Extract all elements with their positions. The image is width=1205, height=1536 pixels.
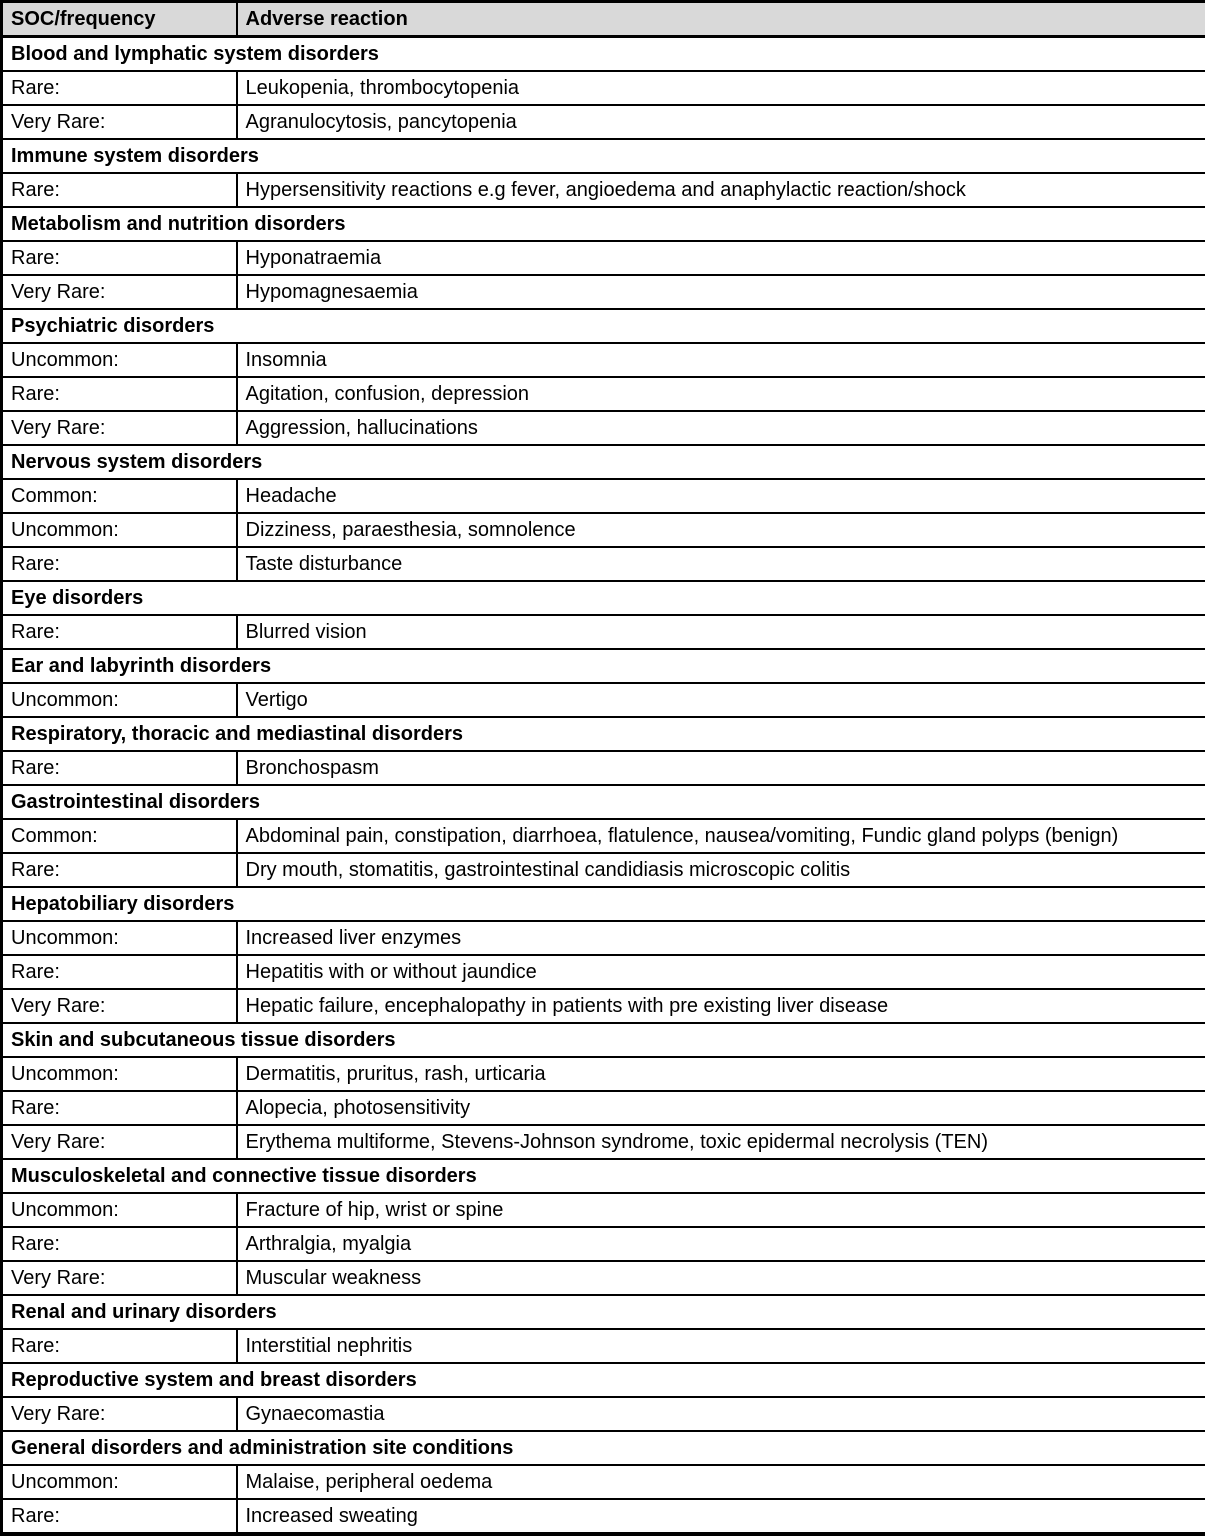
frequency-cell: Very Rare:: [2, 989, 237, 1023]
frequency-cell: Rare:: [2, 751, 237, 785]
frequency-cell: Rare:: [2, 71, 237, 105]
section-header-row: [2, 581, 1205, 615]
section-header-row: [2, 1159, 1205, 1193]
table-row: [2, 479, 1205, 513]
reaction-cell: Arthralgia, myalgia: [237, 1227, 1205, 1261]
table-header: [2, 2, 1205, 37]
table-row: [2, 275, 1205, 309]
table-row: [2, 547, 1205, 581]
reaction-cell: Muscular weakness: [237, 1261, 1205, 1295]
table-row: [2, 411, 1205, 445]
section-header-row: [2, 1431, 1205, 1465]
frequency-cell: Uncommon:: [2, 1193, 237, 1227]
section-title: Gastrointestinal disorders: [2, 785, 1205, 819]
reaction-cell: Fracture of hip, wrist or spine: [237, 1193, 1205, 1227]
section-title: Respiratory, thoracic and mediastinal disorders: [2, 717, 1205, 751]
section-header-row: [2, 785, 1205, 819]
frequency-cell: Rare:: [2, 377, 237, 411]
reaction-cell: Dermatitis, pruritus, rash, urticaria: [237, 1057, 1205, 1091]
section-header-row: [2, 1295, 1205, 1329]
frequency-cell: Rare:: [2, 853, 237, 887]
section-title: Immune system disorders: [2, 139, 1205, 173]
table-row: [2, 105, 1205, 139]
column-header-adverse-reaction: Adverse reaction: [237, 2, 1205, 37]
reaction-cell: Erythema multiforme, Stevens-Johnson syndrome, toxic epidermal necrolysis (TEN): [237, 1125, 1205, 1159]
table-row: [2, 377, 1205, 411]
reaction-cell: Headache: [237, 479, 1205, 513]
frequency-cell: Rare:: [2, 547, 237, 581]
table-row: [2, 1397, 1205, 1431]
section-title: Hepatobiliary disorders: [2, 887, 1205, 921]
section-title: Renal and urinary disorders: [2, 1295, 1205, 1329]
section-title: Psychiatric disorders: [2, 309, 1205, 343]
table-row: [2, 1091, 1205, 1125]
reaction-cell: Malaise, peripheral oedema: [237, 1465, 1205, 1499]
frequency-cell: Common:: [2, 819, 237, 853]
table-row: [2, 819, 1205, 853]
section-header-row: [2, 887, 1205, 921]
reaction-cell: Hypersensitivity reactions e.g fever, angioedema and anaphylactic reaction/shock: [237, 173, 1205, 207]
table-row: [2, 1125, 1205, 1159]
frequency-cell: Very Rare:: [2, 1125, 237, 1159]
reaction-cell: Alopecia, photosensitivity: [237, 1091, 1205, 1125]
frequency-cell: Rare:: [2, 615, 237, 649]
section-title: Metabolism and nutrition disorders: [2, 207, 1205, 241]
reaction-cell: Agranulocytosis, pancytopenia: [237, 105, 1205, 139]
frequency-cell: Rare:: [2, 1227, 237, 1261]
reaction-cell: Insomnia: [237, 343, 1205, 377]
reaction-cell: Increased liver enzymes: [237, 921, 1205, 955]
table-row: [2, 1227, 1205, 1261]
frequency-cell: Very Rare:: [2, 275, 237, 309]
table-row: [2, 241, 1205, 275]
column-header-soc-frequency: SOC/frequency: [2, 2, 237, 37]
frequency-cell: Rare:: [2, 955, 237, 989]
frequency-cell: Uncommon:: [2, 1465, 237, 1499]
reaction-cell: Bronchospasm: [237, 751, 1205, 785]
reaction-cell: Vertigo: [237, 683, 1205, 717]
section-header-row: [2, 309, 1205, 343]
frequency-cell: Very Rare:: [2, 105, 237, 139]
reaction-cell: Hepatitis with or without jaundice: [237, 955, 1205, 989]
section-title: Eye disorders: [2, 581, 1205, 615]
section-header-row: [2, 445, 1205, 479]
section-header-row: [2, 717, 1205, 751]
section-title: Skin and subcutaneous tissue disorders: [2, 1023, 1205, 1057]
section-header-row: [2, 37, 1205, 72]
reaction-cell: Gynaecomastia: [237, 1397, 1205, 1431]
section-header-row: [2, 1363, 1205, 1397]
table-body: [2, 37, 1205, 1535]
reaction-cell: Dry mouth, stomatitis, gastrointestinal candidiasis microscopic colitis: [237, 853, 1205, 887]
frequency-cell: Rare:: [2, 241, 237, 275]
table-header-row: [2, 2, 1205, 37]
frequency-cell: Rare:: [2, 1329, 237, 1363]
table-row: [2, 751, 1205, 785]
frequency-cell: Rare:: [2, 1091, 237, 1125]
reaction-cell: Increased sweating: [237, 1499, 1205, 1534]
frequency-cell: Very Rare:: [2, 411, 237, 445]
reaction-cell: Taste disturbance: [237, 547, 1205, 581]
reaction-cell: Hyponatraemia: [237, 241, 1205, 275]
table-row: [2, 1499, 1205, 1534]
section-title: Reproductive system and breast disorders: [2, 1363, 1205, 1397]
frequency-cell: Uncommon:: [2, 1057, 237, 1091]
reaction-cell: Aggression, hallucinations: [237, 411, 1205, 445]
frequency-cell: Very Rare:: [2, 1261, 237, 1295]
section-header-row: [2, 207, 1205, 241]
table-row: [2, 71, 1205, 105]
frequency-cell: Very Rare:: [2, 1397, 237, 1431]
table-row: [2, 1329, 1205, 1363]
reaction-cell: Hypomagnesaemia: [237, 275, 1205, 309]
frequency-cell: Uncommon:: [2, 683, 237, 717]
section-header-row: [2, 1023, 1205, 1057]
frequency-cell: Uncommon:: [2, 921, 237, 955]
frequency-cell: Rare:: [2, 1499, 237, 1534]
frequency-cell: Rare:: [2, 173, 237, 207]
table-row: [2, 513, 1205, 547]
reaction-cell: Hepatic failure, encephalopathy in patients with pre existing liver disease: [237, 989, 1205, 1023]
table-row: [2, 989, 1205, 1023]
reaction-cell: Abdominal pain, constipation, diarrhoea, flatulence, nausea/vomiting, Fundic gland polyps (benign): [237, 819, 1205, 853]
section-title: General disorders and administration site conditions: [2, 1431, 1205, 1465]
reaction-cell: Agitation, confusion, depression: [237, 377, 1205, 411]
table-row: [2, 615, 1205, 649]
table-row: [2, 1193, 1205, 1227]
table-row: [2, 1465, 1205, 1499]
table-row: [2, 1261, 1205, 1295]
reaction-cell: Interstitial nephritis: [237, 1329, 1205, 1363]
section-title: Ear and labyrinth disorders: [2, 649, 1205, 683]
section-header-row: [2, 139, 1205, 173]
frequency-cell: Uncommon:: [2, 513, 237, 547]
section-title: Blood and lymphatic system disorders: [2, 37, 1205, 72]
table-row: [2, 853, 1205, 887]
reaction-cell: Leukopenia, thrombocytopenia: [237, 71, 1205, 105]
section-title: Musculoskeletal and connective tissue disorders: [2, 1159, 1205, 1193]
table-row: [2, 343, 1205, 377]
reaction-cell: Dizziness, paraesthesia, somnolence: [237, 513, 1205, 547]
frequency-cell: Common:: [2, 479, 237, 513]
reaction-cell: Blurred vision: [237, 615, 1205, 649]
table-row: [2, 955, 1205, 989]
table-row: [2, 1057, 1205, 1091]
section-title: Nervous system disorders: [2, 445, 1205, 479]
section-header-row: [2, 649, 1205, 683]
table-row: [2, 173, 1205, 207]
table-row: [2, 683, 1205, 717]
frequency-cell: Uncommon:: [2, 343, 237, 377]
table-row: [2, 921, 1205, 955]
